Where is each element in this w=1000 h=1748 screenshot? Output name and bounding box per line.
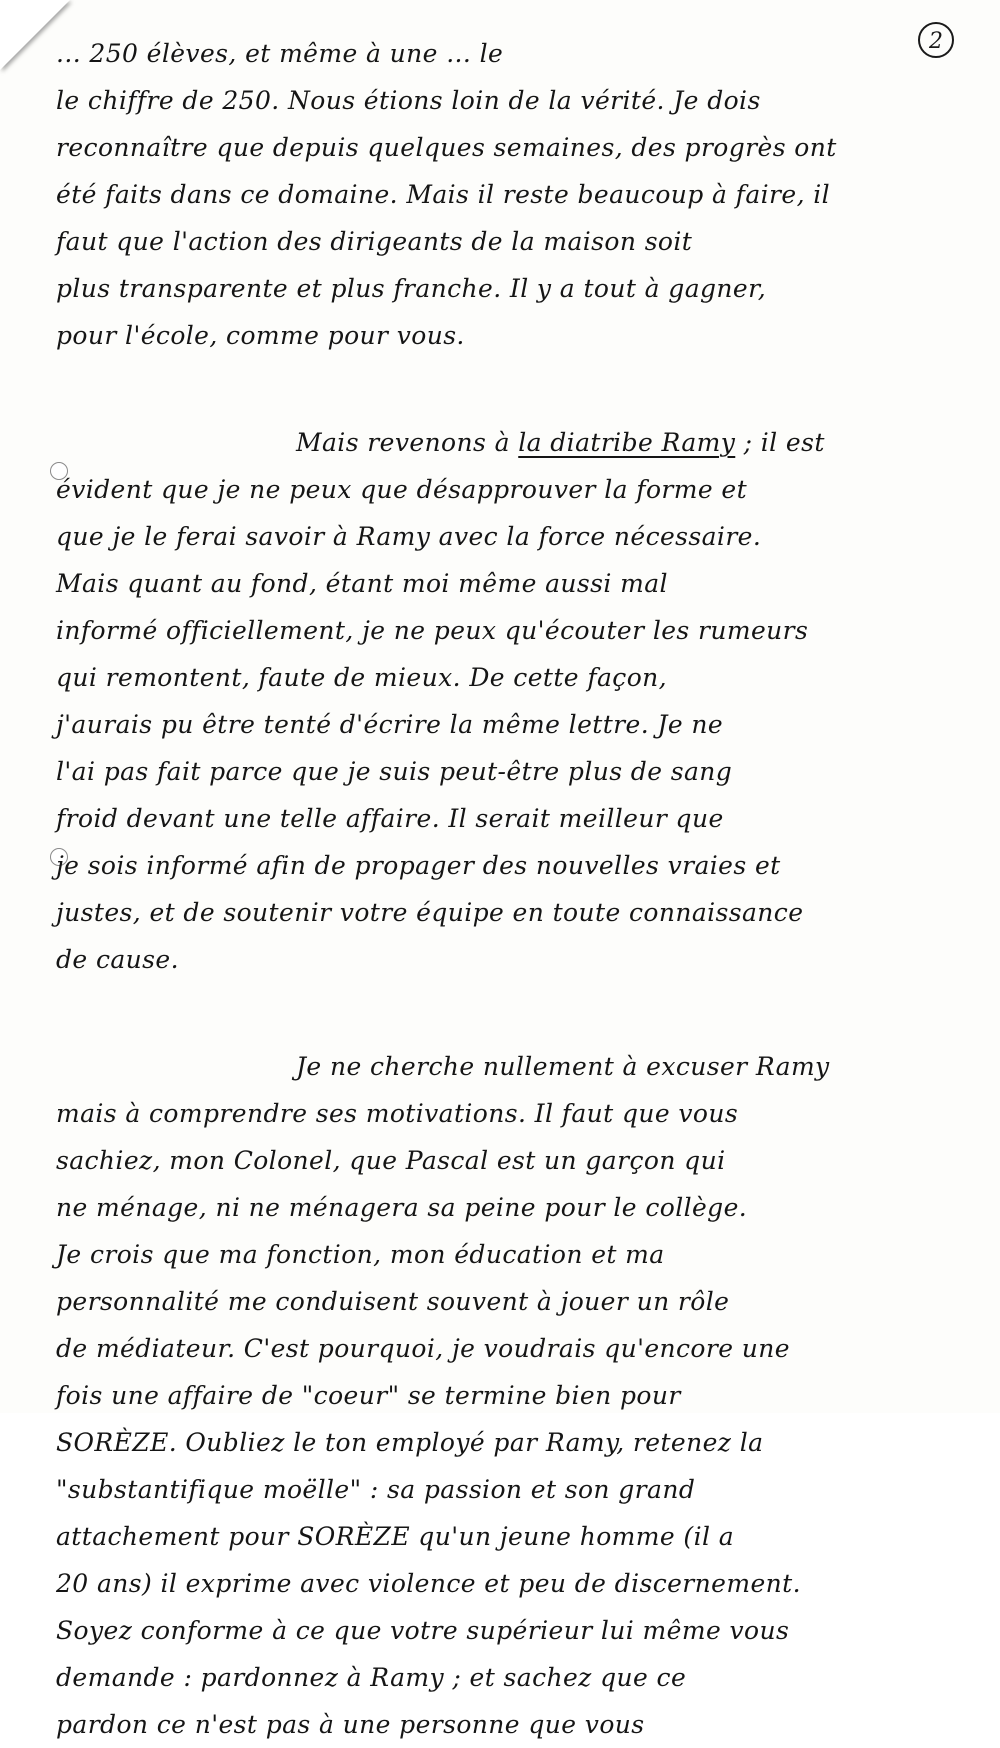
text-line: faut que l'action des dirigeants de la maison soit (56, 227, 693, 256)
text-line: informé officiellement, je ne peux qu'écouter les rumeurs (56, 616, 809, 645)
text-line: Je ne cherche nullement à excuser Ramy (296, 1052, 830, 1081)
text-line: froid devant une telle affaire. Il serait meilleur que (56, 804, 724, 833)
text-line: sachiez, mon Colonel, que Pascal est un garçon qui (56, 1146, 726, 1175)
letter-body (56, 30, 956, 1748)
text-line: attachement pour SORÈZE qu'un jeune homme (il a (56, 1522, 735, 1551)
text-line: mais à comprendre ses motivations. Il faut que vous (56, 1099, 739, 1128)
text-line: de médiateur. C'est pourquoi, je voudrais qu'encore une (56, 1334, 790, 1363)
text-line (56, 419, 956, 466)
text-line: plus transparente et plus franche. Il y a tout à gagner, (56, 274, 767, 303)
text-line: Mais quant au fond, étant moi même aussi mal (56, 569, 668, 598)
text-line: ... 250 élèves, et même à une ... le (56, 39, 504, 68)
text-line: pour l'école, comme pour vous. (56, 321, 465, 350)
text-line: 20 ans) il exprime avec violence et peu de discernement. (56, 1569, 801, 1598)
text-line: évident que je ne peux que désapprouver la forme et (56, 475, 748, 504)
text-line: été faits dans ce domaine. Mais il reste beaucoup à faire, il (56, 180, 831, 209)
text-line: "substantifique moëlle" : sa passion et son grand (56, 1475, 696, 1504)
text-line: Soyez conforme à ce que votre supérieur lui même vous (56, 1616, 790, 1645)
underlined-phrase: la diatribe Ramy (518, 428, 736, 457)
text-line: SORÈZE. Oubliez le ton employé par Ramy, retenez la (56, 1428, 764, 1457)
text-line: je sois informé afin de propager des nouvelles vraies et (56, 851, 781, 880)
text-line: justes, et de soutenir votre équipe en toute connaissance (56, 898, 804, 927)
text-line: reconnaître que depuis quelques semaines, des progrès ont (56, 133, 837, 162)
text-line: qui remontent, faute de mieux. De cette façon, (56, 663, 667, 692)
text-line: Je crois que ma fonction, mon éducation et ma (56, 1240, 665, 1269)
text-line: demande : pardonnez à Ramy ; et sachez que ce (56, 1663, 687, 1692)
text-line: pardon ce n'est pas à une personne que vous (56, 1710, 645, 1739)
text-line: l'ai pas fait parce que je suis peut-être plus de sang (56, 757, 733, 786)
text-line: que je le ferai savoir à Ramy avec la force nécessaire. (56, 522, 762, 551)
text-line: personnalité me conduisent souvent à jouer un rôle (56, 1287, 730, 1316)
paragraph-2-first-line: Mais revenons à la diatribe Ramy ; il est (296, 428, 825, 457)
text-line: de cause. (56, 945, 179, 974)
text-line: j'aurais pu être tenté d'écrire la même lettre. Je ne (56, 710, 724, 739)
page-number: 2 (918, 22, 954, 58)
text-line: le chiffre de 250. Nous étions loin de la vérité. Je dois (56, 86, 761, 115)
text-line: fois une affaire de "coeur" se termine bien pour (56, 1381, 681, 1410)
text-line: ne ménage, ni ne ménagera sa peine pour le collège. (56, 1193, 748, 1222)
